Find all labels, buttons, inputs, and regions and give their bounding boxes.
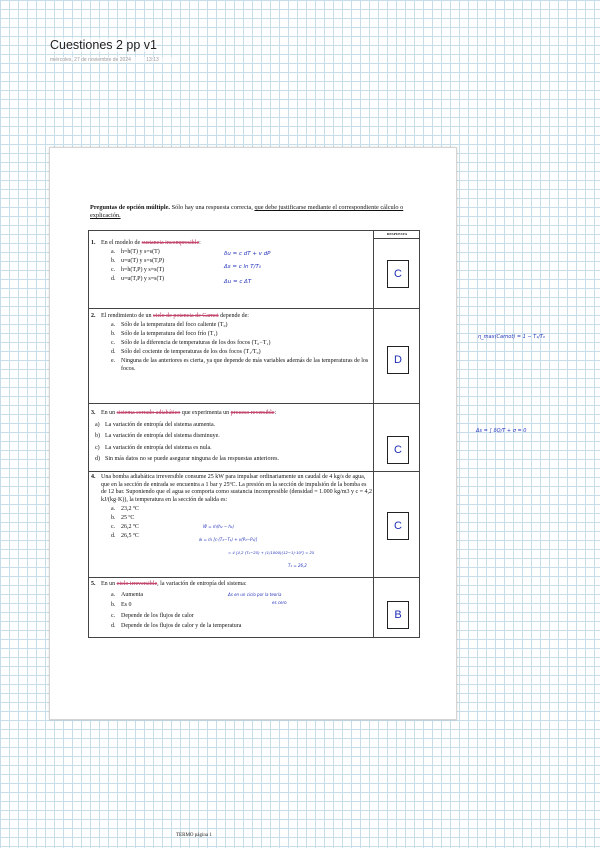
note-time: 13:13 — [146, 57, 159, 63]
question-3-option-d — [89, 456, 373, 464]
option-text: 26,5 ºC — [121, 533, 139, 540]
question-2-text-end: depende de: — [218, 313, 249, 319]
option-letter: d. — [111, 623, 116, 630]
question-3-number: 3. — [91, 410, 96, 416]
option-letter: e. — [111, 358, 116, 365]
question-divider — [89, 577, 419, 578]
question-1 — [89, 240, 373, 284]
question-2-option-a — [89, 322, 373, 330]
option-letter: c. — [111, 267, 116, 274]
option-letter: a. — [111, 249, 116, 256]
option-letter: b) — [95, 433, 100, 440]
handwritten-note-q5-1: Δs en un ciclo por la teoría — [228, 592, 282, 597]
question-4-answer-box[interactable]: C — [387, 512, 409, 540]
handwritten-note-q1-b: Δs = c ln T/T₀ — [224, 264, 262, 270]
option-letter: a) — [95, 421, 100, 428]
question-4-stem — [89, 474, 373, 504]
question-5-stem — [89, 581, 373, 589]
response-header: RESPUESTA — [373, 231, 420, 239]
option-letter: d. — [111, 276, 116, 283]
question-2-option-c — [89, 340, 373, 348]
option-text: Depende de los flujos de calor — [121, 612, 194, 619]
question-4-option-a — [89, 506, 373, 514]
option-letter: a. — [111, 505, 116, 512]
option-text: 26,2 ºC — [121, 524, 139, 531]
question-5-option-c — [89, 613, 373, 621]
instructions-underlined: que debe justificarse mediante el correspondiente cálculo o explicación. — [90, 204, 404, 219]
option-text: La variación de entropía del sistema es nula. — [105, 444, 212, 451]
handwritten-note-q4-4: T₂ = 26,2 — [288, 563, 307, 568]
question-5-option-d — [89, 623, 373, 631]
option-letter: d) — [95, 456, 100, 463]
question-3-option-c — [89, 445, 373, 453]
question-1-text-end: : — [199, 240, 201, 246]
option-text: Ninguna de las anteriores es cierta, ya que depende de más variables además de las temperaturas de los focos. — [121, 358, 369, 373]
option-letter: d. — [111, 533, 116, 540]
question-3-highlight: sistema cerrado adiabático — [116, 410, 181, 416]
handwritten-note-q1-a: δu = c dT + v dP — [224, 251, 271, 257]
instructions-plain: Sólo hay una respuesta correcta, — [170, 204, 253, 211]
question-3-text-end: : — [274, 410, 277, 416]
option-text: u=u(T,P) y s=s(T) — [121, 276, 165, 283]
question-3-text-middle: que experimenta un — [180, 410, 231, 416]
question-3-text: En un — [101, 410, 117, 416]
option-letter: b. — [111, 331, 116, 338]
question-1-stem — [89, 240, 373, 248]
question-divider — [89, 403, 419, 404]
option-letter: b. — [111, 514, 116, 521]
option-text: La variación de entropía del sistema aumenta. — [105, 421, 216, 428]
instructions-bold: Preguntas de opción múltiple. — [90, 204, 170, 211]
option-text: 25 ºC — [121, 514, 135, 521]
question-1-highlight: sustancia incompresible — [141, 240, 200, 246]
option-letter: b. — [111, 258, 116, 265]
question-4-number: 4. — [91, 474, 96, 480]
question-3-answer-box[interactable]: C — [387, 436, 409, 464]
question-4 — [89, 474, 373, 541]
option-letter: d. — [111, 349, 116, 356]
option-letter: c. — [111, 524, 116, 531]
question-5-number: 5. — [91, 581, 96, 587]
question-5-answer-box[interactable]: B — [387, 601, 409, 629]
question-2-number: 2. — [91, 313, 96, 319]
instructions — [90, 204, 420, 220]
questions-table — [88, 230, 420, 638]
option-text: Aumenta — [121, 591, 143, 598]
exam-sheet — [49, 147, 457, 720]
option-text: Depende de los flujos de calor y de la temperatura — [121, 623, 242, 630]
question-5 — [89, 581, 373, 631]
page-footer: TERMO página 1 — [176, 833, 212, 838]
option-text: h=h(T) y s=s(T) — [121, 249, 160, 256]
question-1-answer-box[interactable]: C — [387, 260, 409, 288]
question-1-text: En el modelo de — [101, 240, 142, 246]
option-letter: b. — [111, 602, 116, 609]
option-text: Es 0 — [121, 602, 132, 609]
option-text: Sin más datos no se puede asegurar ninguna de las respuestas anteriores. — [105, 456, 279, 463]
note-meta — [50, 57, 173, 63]
handwritten-note-q3-margin: Δs = ∫ δQ/T + σ = 0 — [476, 428, 527, 434]
question-2-highlight: ciclo de potencia de Carnot — [153, 313, 219, 319]
option-letter: c. — [111, 612, 116, 619]
question-4-option-b — [89, 515, 373, 523]
option-letter: a. — [111, 591, 116, 598]
question-3 — [89, 410, 373, 464]
option-letter: a. — [111, 322, 116, 329]
question-4-text: Una bomba adiabática irreversible consume 25 kW para impulsar ordinariamente un caudal de 4 kg/s de agua, que en la sección de entrada se encuentra a 1 bar y 25ºC. La presión en la sección de impulsión de la bomba es de 12 bar. Suponiendo que el agua se comporta como sustancia incompresible (densidad = 1.000 kg/m3 y c = 4,2 kJ/(kg·K)), la temperatura en la sección de salida es: — [101, 474, 373, 503]
option-letter: c) — [95, 444, 100, 451]
option-letter: c. — [111, 340, 116, 347]
question-2-option-e — [89, 358, 373, 373]
handwritten-note-q2-margin: η_max(Carnot) = 1 − T₁/T₀ — [478, 334, 545, 340]
question-2-text: El rendimiento de un — [101, 313, 153, 319]
question-2 — [89, 313, 373, 374]
option-text: Sólo de la temperatura del foco caliente (T₀) — [121, 322, 228, 329]
option-text: Sólo de la diferencia de temperaturas de los dos focos (T₀−T₁) — [121, 340, 271, 347]
question-3-option-a — [89, 422, 373, 430]
question-2-option-d — [89, 349, 373, 357]
question-2-stem — [89, 313, 373, 321]
option-text: h=h(T,P) y s=s(T) — [121, 267, 165, 274]
option-text: 23,2 ºC — [121, 505, 139, 512]
handwritten-note-q4-2: ẇ = ṁ [c·(T₂−T₁) + v(P₂−P₁)] — [199, 537, 258, 542]
question-3-option-b — [89, 433, 373, 441]
question-1-number: 1. — [91, 240, 96, 246]
question-5-text: En un — [101, 581, 117, 587]
handwritten-note-q4-1: Ẇ = ṁ(h₂ − h₁) — [203, 524, 235, 529]
handwritten-note-q4-3: = 4 [4,2 (T₂−25) + (1/1000)(12−1)·10²] = 25 — [228, 550, 315, 555]
question-2-answer-box[interactable]: D — [387, 346, 409, 374]
question-divider — [89, 308, 419, 309]
question-5-option-b — [89, 602, 373, 610]
option-text: Sólo del cociente de temperaturas de los dos focos (T₁/T₀) — [121, 349, 261, 356]
option-text: Sólo de la temperatura del foco frío (T₁) — [121, 331, 218, 338]
question-5-highlight: ciclo irreversible — [116, 581, 158, 587]
handwritten-note-q1-c: Δu = c ΔT — [224, 279, 252, 285]
option-text: u=u(T) y s=s(T,P) — [121, 258, 165, 265]
question-2-option-b — [89, 331, 373, 339]
note-date: miércoles, 27 de noviembre de 2024 — [50, 57, 131, 63]
question-3-highlight-2: proceso reversible — [230, 410, 275, 416]
note-title: Cuestiones 2 pp v1 — [50, 38, 158, 52]
question-5-text-end: , la variación de entropía del sistema: — [157, 581, 247, 587]
question-divider — [89, 471, 419, 472]
question-3-stem — [89, 410, 373, 418]
handwritten-note-q5-2: es cero — [272, 600, 287, 605]
option-text: La variación de entropía del sistema disminuye. — [105, 433, 220, 440]
